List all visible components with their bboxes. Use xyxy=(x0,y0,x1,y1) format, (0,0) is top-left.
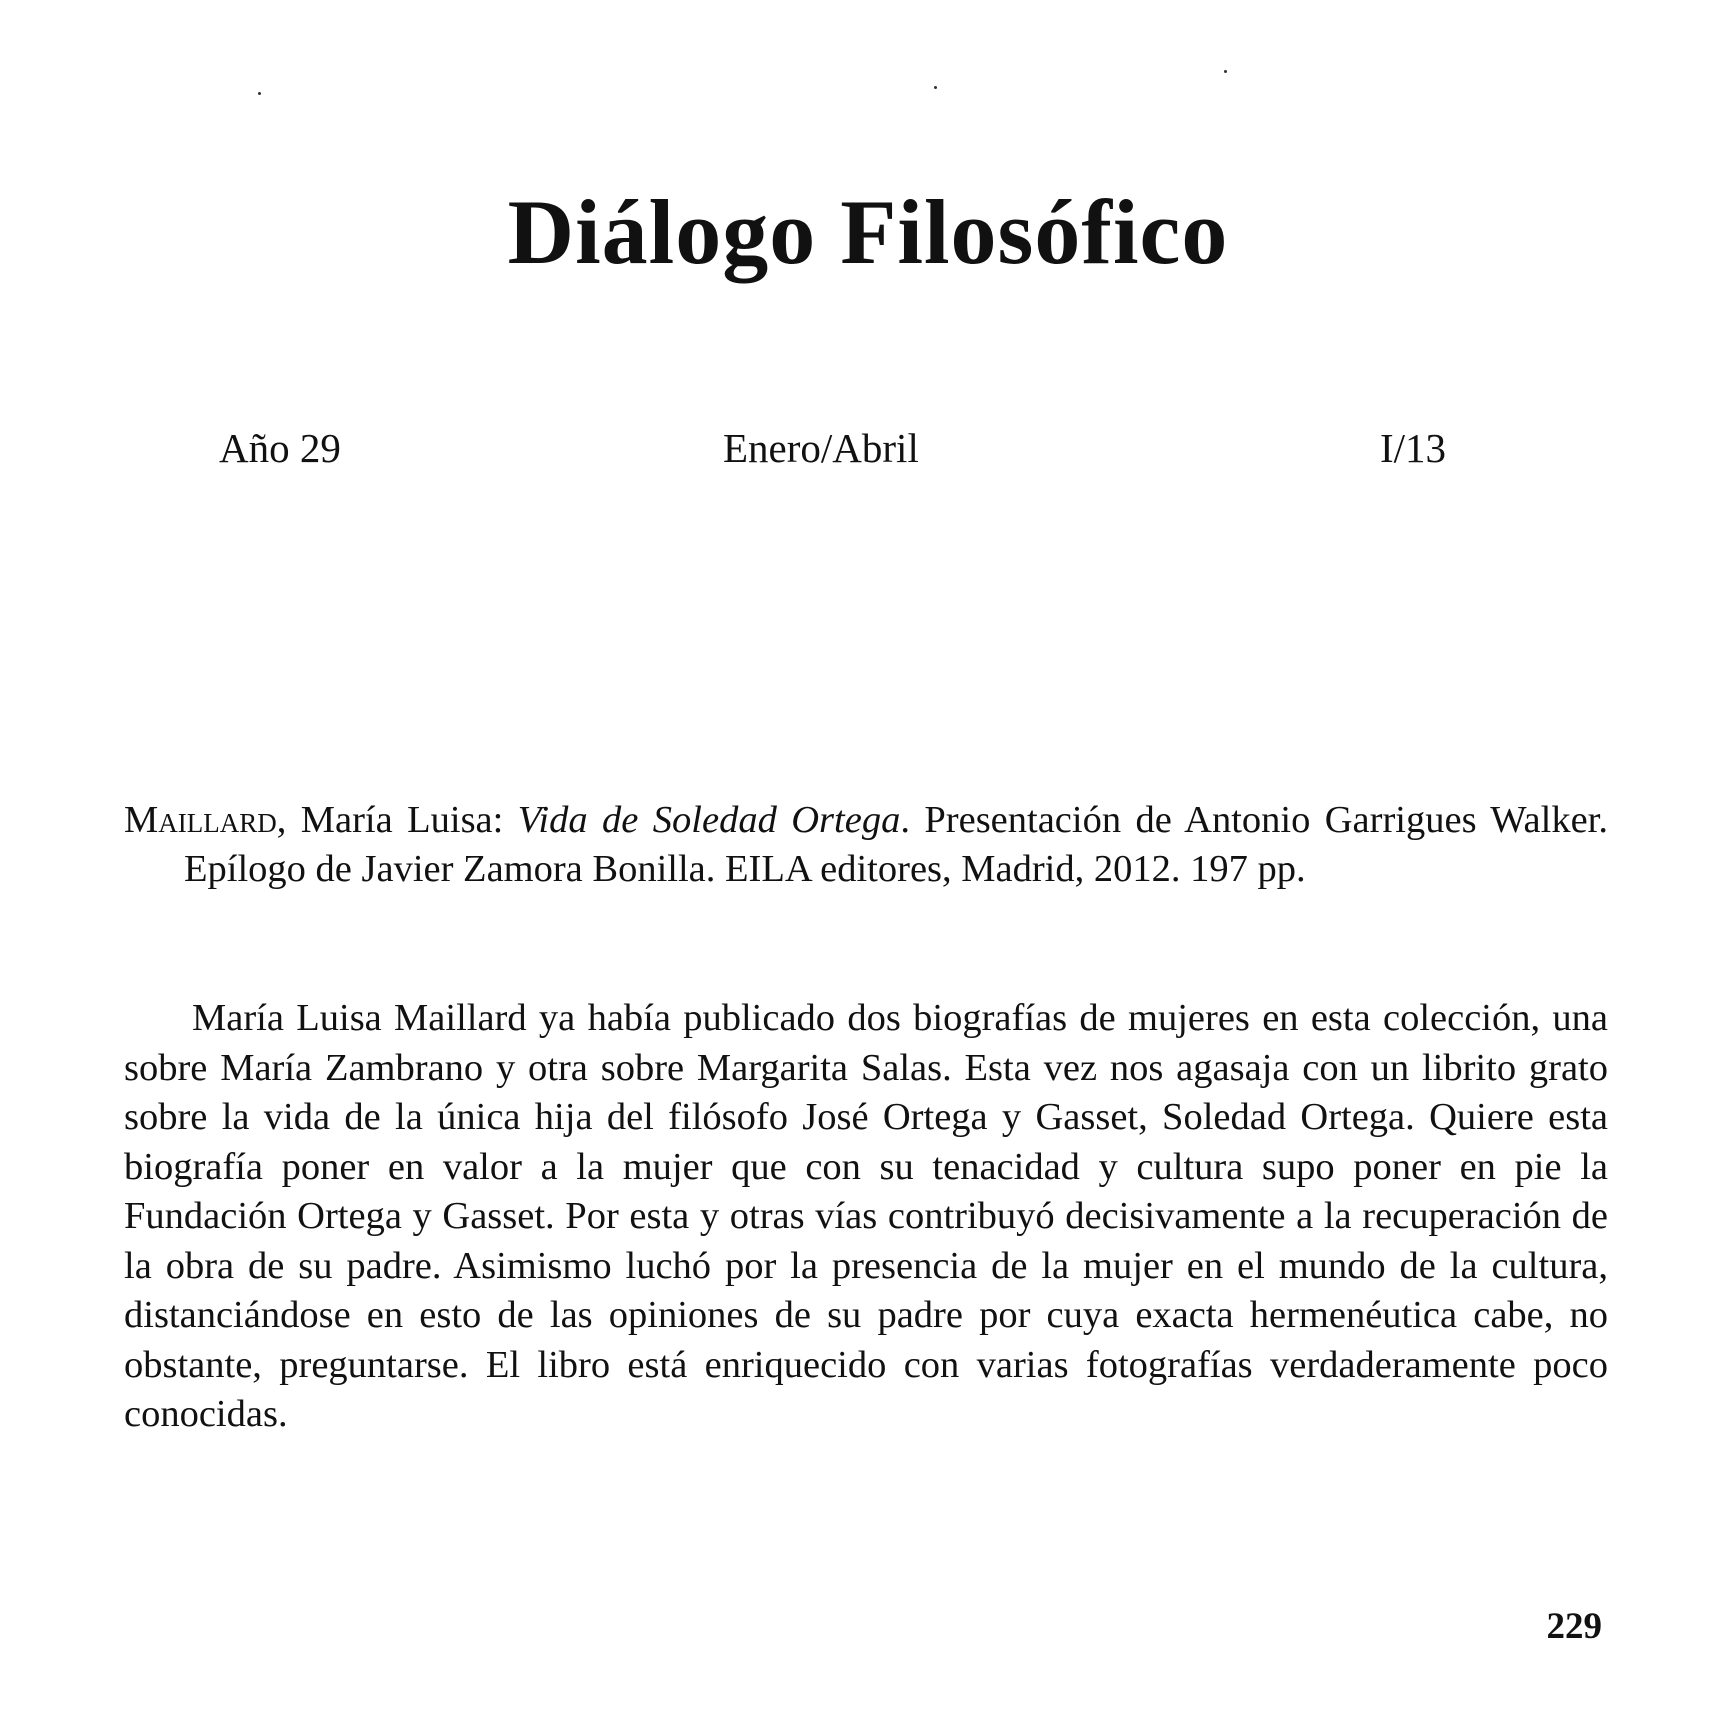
reference-author-name: , María Luisa: xyxy=(276,799,518,841)
reference-book-title: Vida de Soledad Ortega xyxy=(517,799,901,841)
reference-details: . Presentación de Antonio Garrigues Walker. Epílogo de Javier Zamora Bonilla. EILA editores, Madrid, 2012. 197 pp. xyxy=(184,799,1608,890)
issue-year: Año 29 xyxy=(219,425,341,471)
issue-info xyxy=(0,425,1736,488)
issue-months: Enero/Abril xyxy=(723,425,919,471)
scan-speck xyxy=(1224,70,1227,73)
review-paragraph: María Luisa Maillard ya había publicado dos biografías de mujeres en esta colección, una sobre María Zambrano y otra sobre Margarita Salas. Esta vez nos agasaja con un librito grato sobre la vida de la única hija del filósofo José Ortega y Gasset, Soledad Ortega. Quiere esta biografía poner en valor a la mujer que con su tenacidad y cultura supo poner en pie la Fundación Ortega y Gasset. Por esta y otras vías contribuyó decisivamente a la recuperación de la obra de su padre. Asimismo luchó por la presencia de la mujer en el mundo de la cultura, distanciándose en esto de las opiniones de su padre por cuya exacta hermenéutica cabe, no obstante, preguntarse. El libro está enriquecido con varias fotografías verdaderamente poco conocidas. xyxy=(124,997,1608,1435)
scan-speck xyxy=(934,86,937,89)
page-number: 229 xyxy=(1546,1606,1602,1647)
scan-speck xyxy=(258,92,261,95)
reference-author-surname: Maillard xyxy=(124,799,277,841)
issue-number: I/13 xyxy=(1380,425,1447,471)
journal-title: Diálogo Filosófico xyxy=(507,181,1229,283)
book-reference xyxy=(124,796,1608,894)
